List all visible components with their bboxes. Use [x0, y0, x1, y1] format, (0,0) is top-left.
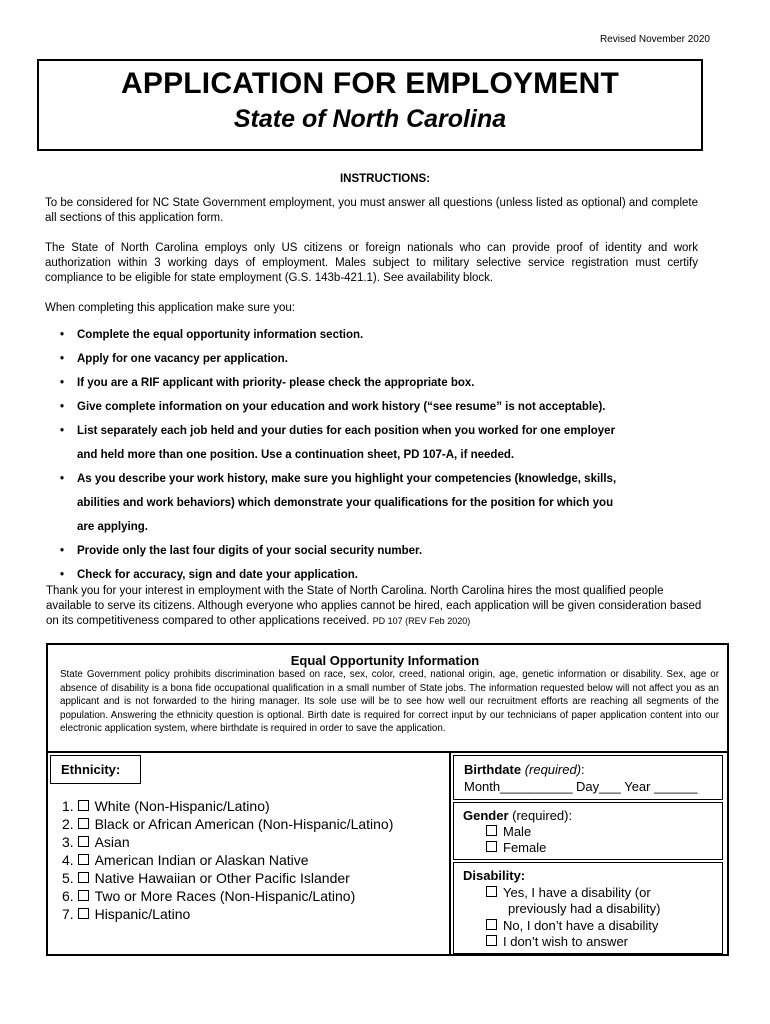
- instructions-bullet-list: [60, 323, 710, 587]
- form-title: APPLICATION FOR EMPLOYMENT: [121, 67, 619, 100]
- option-number: 4.: [62, 852, 74, 868]
- option-label: I don’t wish to answer: [503, 934, 629, 949]
- checkbox[interactable]: [486, 919, 497, 930]
- option-label: Male: [503, 824, 532, 839]
- option-number: 5.: [62, 870, 74, 886]
- checkbox[interactable]: [78, 800, 89, 811]
- birthdate-required: (required): [524, 762, 582, 777]
- bullet-item: • Provide only the last four digits of your social security number.: [60, 539, 710, 563]
- bullet-item: • Check for accuracy, sign and date your application.: [60, 563, 710, 587]
- ethnicity-option[interactable]: [62, 887, 393, 905]
- bullet-item: • As you describe your work history, make sure you highlight your competencies (knowledge, skills,: [60, 467, 710, 491]
- bullet-item: • List separately each job held and your duties for each position when you worked for one employer: [60, 419, 710, 443]
- instructions-paragraph-2: The State of North Carolina employs only US citizens or foreign nationals who can provide proof of identity and work authorization within 3 working days of employment. Males subject to military selective service registration must certify compliance to be eligible for state employment (G.S. 143b-421.1). See availability block.: [45, 242, 698, 284]
- disability-label: Disability:: [463, 868, 526, 883]
- bullet-item: • Apply for one vacancy per application.: [60, 347, 710, 371]
- birthdate-box: [453, 755, 723, 800]
- bullet-continuation: are applying.: [77, 521, 148, 533]
- bullet-continuation: and held more than one position. Use a continuation sheet, PD 107-A, if needed.: [77, 449, 515, 461]
- form-id: PD 107 (REV Feb 2020): [372, 616, 471, 626]
- ethnicity-option[interactable]: [62, 851, 393, 869]
- gender-option-female[interactable]: [463, 840, 722, 856]
- option-number: 1.: [62, 798, 74, 814]
- checkbox[interactable]: [486, 841, 497, 852]
- checkbox[interactable]: [78, 818, 89, 829]
- ethnicity-option[interactable]: [62, 905, 393, 923]
- gender-option-male[interactable]: [463, 824, 722, 840]
- ethnicity-options: [62, 797, 393, 923]
- option-label: Female: [503, 840, 547, 855]
- bullet-item: • Give complete information on your education and work history (“see resume” is not acceptable).: [60, 395, 710, 419]
- checkbox[interactable]: [78, 854, 89, 865]
- disability-option-no[interactable]: [463, 918, 722, 935]
- checkbox[interactable]: [78, 836, 89, 847]
- ethnicity-option[interactable]: [62, 797, 393, 815]
- option-number: 6.: [62, 888, 74, 904]
- ethnicity-option[interactable]: [62, 869, 393, 887]
- disability-option-decline[interactable]: [463, 934, 722, 951]
- instructions-paragraph-3: When completing this application make sure you:: [45, 302, 295, 314]
- disability-box: [453, 862, 723, 954]
- option-label: No, I don’t have a disability: [503, 917, 659, 933]
- option-label: American Indian or Alaskan Native: [94, 852, 309, 868]
- ethnicity-label: Ethnicity:: [50, 755, 141, 784]
- option-label: Asian: [94, 834, 130, 850]
- instructions-paragraph-1: To be considered for NC State Government employment, you must answer all questions (unless listed as optional) and complete all sections of this application form.: [45, 197, 698, 224]
- checkbox[interactable]: [78, 908, 89, 919]
- option-label: Yes, I have a disability (or: [503, 884, 651, 900]
- birthdate-colon: :: [581, 762, 585, 777]
- option-number: 2.: [62, 816, 74, 832]
- option-label: Two or More Races (Non-Hispanic/Latino): [94, 888, 356, 904]
- option-label: White (Non-Hispanic/Latino): [94, 798, 270, 814]
- thank-you-text: Thank you for your interest in employment with the State of North Carolina. North Carolina hires the most qualified people available to serve its citizens. Although everyone who applies cannot be hired, each application will be given consideration based on its competitiveness compared to other applications received.: [46, 585, 702, 627]
- checkbox[interactable]: [78, 890, 89, 901]
- disability-option-yes-cont: previously had a disability): [508, 901, 661, 916]
- gender-required: (required):: [512, 808, 573, 823]
- disability-option-yes[interactable]: [463, 885, 722, 902]
- bullet-item: • If you are a RIF applicant with priority- please check the appropriate box.: [60, 371, 710, 395]
- checkbox[interactable]: [486, 825, 497, 836]
- form-subtitle: State of North Carolina: [233, 105, 507, 133]
- option-label: Hispanic/Latino: [94, 906, 191, 922]
- option-label: Black or African American (Non-Hispanic/Latino): [94, 816, 394, 832]
- option-number: 3.: [62, 834, 74, 850]
- eo-title: Equal Opportunity Information: [290, 653, 480, 668]
- bullet-continuation: abilities and work behaviors) which demonstrate your qualifications for the position for which you: [77, 497, 614, 509]
- section-divider: [449, 753, 451, 954]
- instructions-heading: INSTRUCTIONS:: [339, 173, 431, 185]
- checkbox[interactable]: [486, 886, 497, 897]
- birthdate-field[interactable]: Month__________ Day___ Year ______: [464, 779, 698, 794]
- bullet-item: • Complete the equal opportunity information section.: [60, 323, 710, 347]
- option-label: Native Hawaiian or Other Pacific Islander: [94, 870, 350, 886]
- birthdate-label: Birthdate: [464, 762, 522, 777]
- thank-you-paragraph: [46, 584, 706, 629]
- ethnicity-option[interactable]: [62, 815, 393, 833]
- gender-box: [453, 802, 723, 860]
- revised-date: Revised November 2020: [599, 34, 710, 45]
- ethnicity-option[interactable]: [62, 833, 393, 851]
- checkbox[interactable]: [486, 935, 497, 946]
- checkbox[interactable]: [78, 872, 89, 883]
- title-box: [37, 59, 703, 151]
- option-number: 7.: [62, 906, 74, 922]
- eo-policy-text: State Government policy prohibits discrimination based on race, sex, color, creed, national origin, age, genetic information or disability. Sex, age or absence of disability is a bona fide occupational qualification in a small number of State jobs. The information requested below will not affect you as an applicant and is not forwarded to the hiring manager. Its sole use will be to see how well our recruitment efforts are reaching all segments of the population. Answering the ethnicity question is optional. Birth date is required for correct input by our technicians of paper application content into our electronic application system, where birthdate is required in order to save the application.: [60, 669, 719, 734]
- gender-label: Gender: [463, 808, 509, 823]
